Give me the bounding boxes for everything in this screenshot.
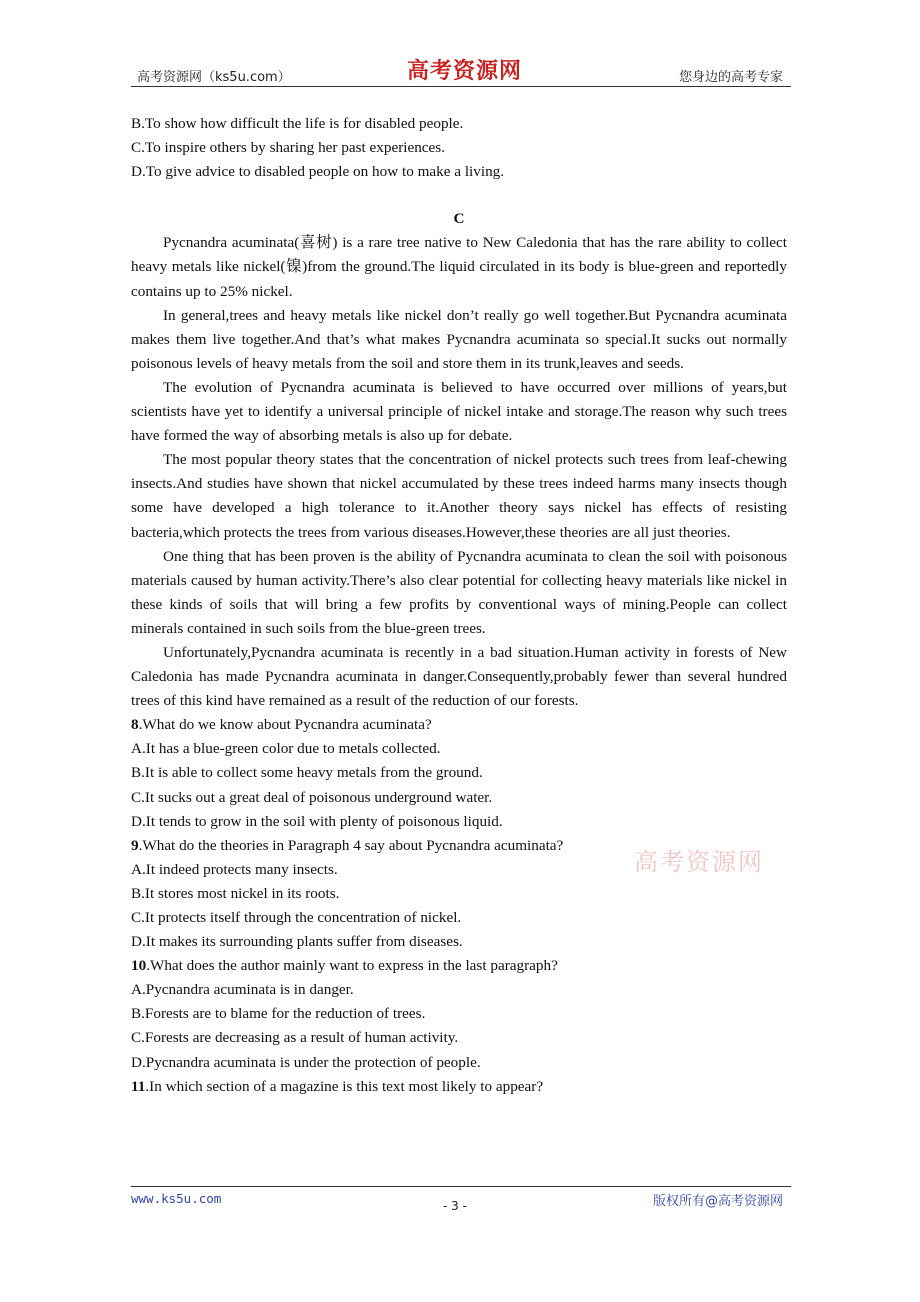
q9-option-b: B.It stores most nickel in its roots.	[131, 884, 340, 902]
question-text: .What do the theories in Paragraph 4 say about Pycnandra acuminata?	[138, 836, 564, 854]
page-content	[131, 112, 787, 1099]
paragraph-2: In general,trees and heavy metals like nickel don’t really go well together.But Pycnandra acuminata makes them live together.And that’s what makes Pycnandra acuminata so special.It sucks out normally poisonous levels of heavy metals from the soil and store them in its trunk,leaves and seeds.	[131, 306, 787, 372]
header-slogan: 您身边的高考专家	[678, 70, 783, 85]
question-10	[131, 954, 787, 978]
q10-option-c: C.Forests are decreasing as a result of human activity.	[131, 1029, 459, 1047]
question-text: .In which section of a magazine is this text most likely to appear?	[145, 1077, 544, 1095]
q10-option-d: D.Pycnandra acuminata is under the protection of people.	[131, 1053, 481, 1071]
question-number: 11	[131, 1077, 146, 1095]
page-header	[131, 52, 791, 87]
paragraph-1: Pycnandra acuminata(喜树) is a rare tree native to New Caledonia that has the rare ability to collect heavy metals like nickel(镍)from the ground.The liquid circulated in its body is blue-green and reportedly contains up to 25% nickel.	[131, 234, 787, 300]
q9-option-d: D.It makes its surrounding plants suffer from diseases.	[131, 933, 463, 951]
paragraph-4: The most popular theory states that the concentration of nickel protects such trees from leaf-chewing insects.And studies have shown that nickel accumulated by these trees indeed harms many insects though some have developed a high tolerance to it.Another theory says nickel has effects of resisting bacteria,which protects the trees from various diseases.However,these theories are all just theories.	[131, 451, 787, 541]
paragraph-6: Unfortunately,Pycnandra acuminata is recently in a bad situation.Human activity in forests of New Caledonia has made Pycnandra acuminata in danger.Consequently,probably fewer than several hundred trees of this kind have remained as a result of the reduction of our forests.	[131, 643, 787, 710]
q8-option-c: C.It sucks out a great deal of poisonous underground water.	[131, 788, 493, 806]
paragraph-3: The evolution of Pycnandra acuminata is believed to have occurred over millions of years,but scientists have yet to identify a universal principle of nickel intake and storage.The reason why such trees have formed the way of absorbing metals is also up for debate.	[131, 378, 787, 445]
header-logo: 高考资源网	[407, 58, 523, 84]
footer-website-link[interactable]: www.ks5u.com	[131, 1191, 222, 1206]
footer-copyright: 版权所有@高考资源网	[652, 1194, 783, 1209]
page-number: - 3 -	[443, 1199, 467, 1213]
question-number: 10	[131, 957, 147, 975]
q8-option-a: A.It has a blue-green color due to metals collected.	[131, 740, 441, 758]
q9-option-c: C.It protects itself through the concentration of nickel.	[131, 909, 462, 926]
q9-option-a: A.It indeed protects many insects.	[131, 860, 338, 878]
question-text: .What do we know about Pycnandra acuminata?	[138, 716, 432, 734]
question-11	[131, 1075, 787, 1099]
prev-option-b: B.To show how difficult the life is for disabled people.	[131, 115, 464, 132]
section-title: C	[453, 210, 465, 228]
page-footer	[131, 1186, 791, 1217]
paragraph-5: One thing that has been proven is the ability of Pycnandra acuminata to clean the soil with poisonous materials caused by human activity.There’s also clear potential for collecting heavy materials like nickel in these kinds of soils that will bring a few profits by conventional ways of mining.People can collect minerals contained in such soils from the blue-green trees.	[131, 547, 787, 637]
header-site-name: 高考资源网（ks5u.com）	[137, 70, 291, 85]
q8-option-b: B.It is able to collect some heavy metals from the ground.	[131, 764, 483, 782]
question-number: 9	[131, 836, 139, 854]
question-8	[131, 713, 787, 737]
prev-option-c: C.To inspire others by sharing her past experiences.	[131, 139, 445, 157]
watermark-logo: 高考资源网	[634, 848, 764, 876]
q10-option-b: B.Forests are to blame for the reduction of trees.	[131, 1005, 426, 1023]
prev-option-d: D.To give advice to disabled people on how to make a living.	[131, 163, 505, 181]
question-number: 8	[131, 716, 139, 734]
q8-option-d: D.It tends to grow in the soil with plenty of poisonous liquid.	[131, 812, 503, 830]
question-text: .What does the author mainly want to express in the last paragraph?	[146, 957, 558, 975]
q10-option-a: A.Pycnandra acuminata is in danger.	[131, 981, 354, 999]
